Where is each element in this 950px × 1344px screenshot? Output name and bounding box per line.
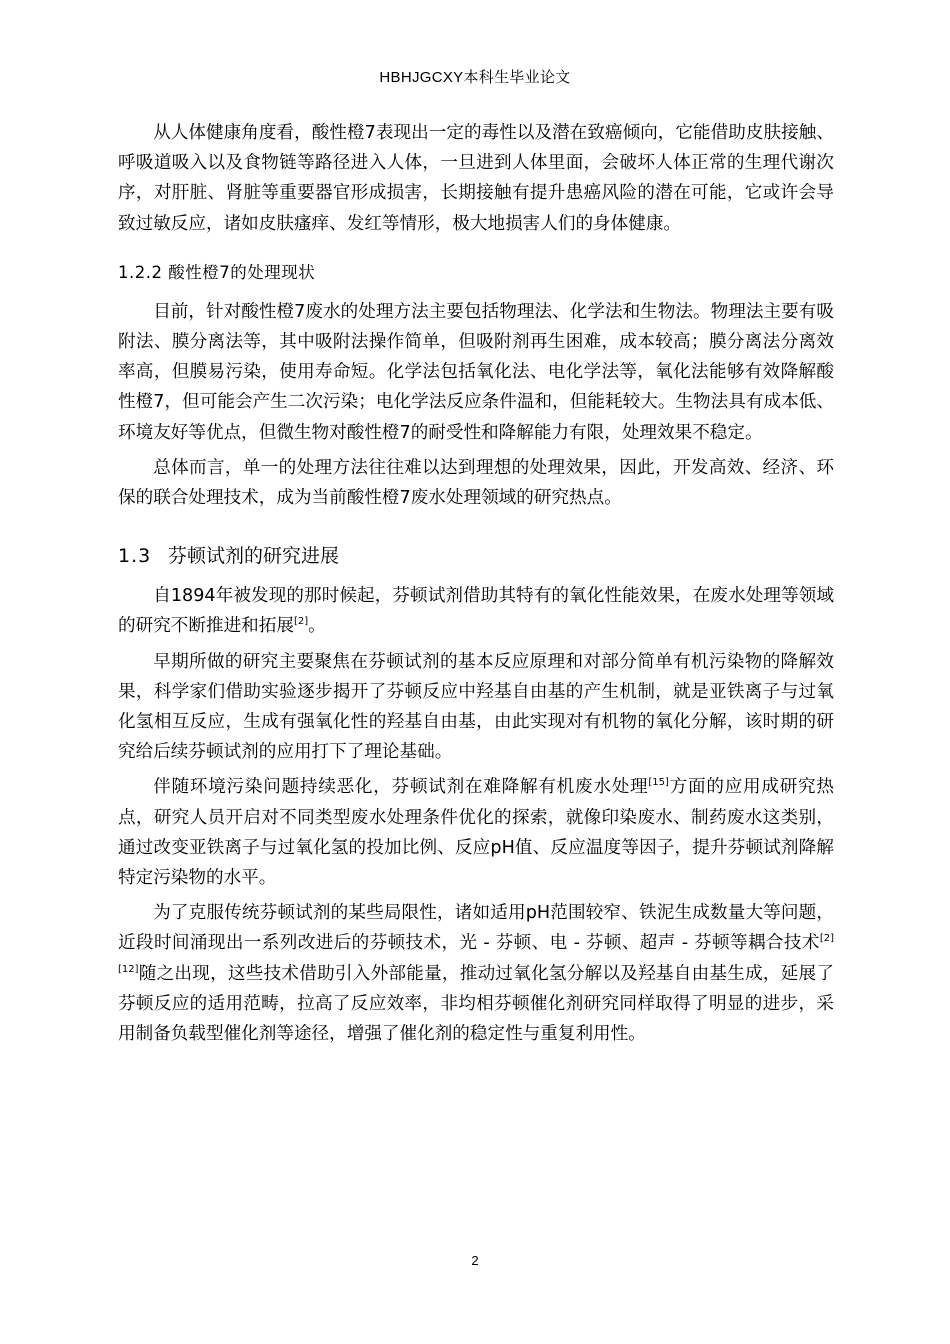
paragraph-application-research (118, 772, 834, 893)
citation-ref: [2][12] (118, 933, 834, 975)
paragraph-early-research: 早期所做的研究主要聚焦在芬顿试剂的基本反应原理和对部分简单有机污染物的降解效果，科学家们借助实验逐步揭开了芬顿反应中羟基自由基的产生机制，就是亚铁离子与过氧化氢相互反应，生成有强氧化性的羟基自由基，由此实现对有机物的氧化分解，该时期的研究给后续芬顿试剂的应用打下了理论基础。 (118, 651, 834, 763)
citation-ref: [15] (648, 777, 669, 789)
text-run: 为了克服传统芬顿试剂的某些局限性，诸如适用pH范围较窄、铁泥生成数量大等问题，近段时间涌现出一系列改进后的芬顿技术，光 - 芬顿、电 - 芬顿、超声 - 芬顿等耦合技术 (118, 903, 834, 954)
text-run: 随之出现，这些技术借助引入外部能量，推动过氧化氢分解以及羟基自由基生成，延展了芬顿反应的适用范畴，拉高了反应效率，非均相芬顿催化剂研究同样取得了明显的进步，采用制备负载型催化剂等途径，增强了催化剂的稳定性与重复利用性。 (118, 963, 834, 1045)
paragraph-summary: 总体而言，单一的处理方法往往难以达到理想的处理效果，因此，开发高效、经济、环保的联合处理技术，成为当前酸性橙7废水处理领域的研究热点。 (118, 457, 834, 509)
document-body (118, 118, 834, 1049)
subsection-heading-1-2-2: 1.2.2 酸性橙7的处理现状 (118, 262, 316, 282)
paragraph-treatment-methods: 目前，针对酸性橙7废水的处理方法主要包括物理法、化学法和生物法。物理法主要有吸附法、膜分离法等，其中吸附法操作简单，但吸附剂再生困难，成本较高；膜分离法分离效率高，但膜易污染，使用寿命短。化学法包括氧化法、电化学法等，氧化法能够有效降解酸性橙7，但可能会产生二次污染；电化学法反应条件温和，但能耗较大。生物法具有成本低、环境友好等优点，但微生物对酸性橙7的耐受性和降解能力有限，处理效果不稳定。 (118, 301, 834, 443)
paragraph-health-effects: 从人体健康角度看，酸性橙7表现出一定的毒性以及潜在致癌倾向，它能借助皮肤接触、呼吸道吸入以及食物链等路径进入人体，一旦进到人体里面，会破坏人体正常的生理代谢次序，对肝脏、肾脏等重要器官形成损害，长期接触有提升患癌风险的潜在可能，它或许会导致过敏反应，诸如皮肤瘙痒、发红等情形，极大地损害人们的身体健康。 (118, 123, 834, 234)
citation-ref: [2] (293, 616, 309, 628)
paragraph-fenton-history (118, 581, 834, 641)
section-title: 芬顿试剂的研究进展 (168, 545, 340, 568)
text-run: 方面的应用成研究热点，研究人员开启对不同类型废水处理条件优化的探索，就像印染废水、制药废水这类别，通过改变亚铁离子与过氧化氢的投加比例、反应pH值、反应温度等因子，提升芬顿试剂降解特定污染物的水平。 (118, 777, 834, 889)
page-number: 2 (471, 1253, 479, 1268)
text-run: 。 (308, 616, 326, 637)
text-run: 自1894年被发现的那时候起，芬顿试剂借助其特有的氧化性能效果，在废水处理等领域的研究不断推进和拓展 (118, 586, 834, 637)
text-run: 伴随环境污染问题持续恶化，芬顿试剂在难降解有机废水处理 (153, 777, 649, 798)
paragraph-improved-fenton (118, 898, 834, 1049)
section-number: 1.3 (118, 545, 152, 568)
running-header: HBHJGCXY本科生毕业论文 (379, 69, 571, 86)
section-heading-1-3 (118, 543, 834, 569)
